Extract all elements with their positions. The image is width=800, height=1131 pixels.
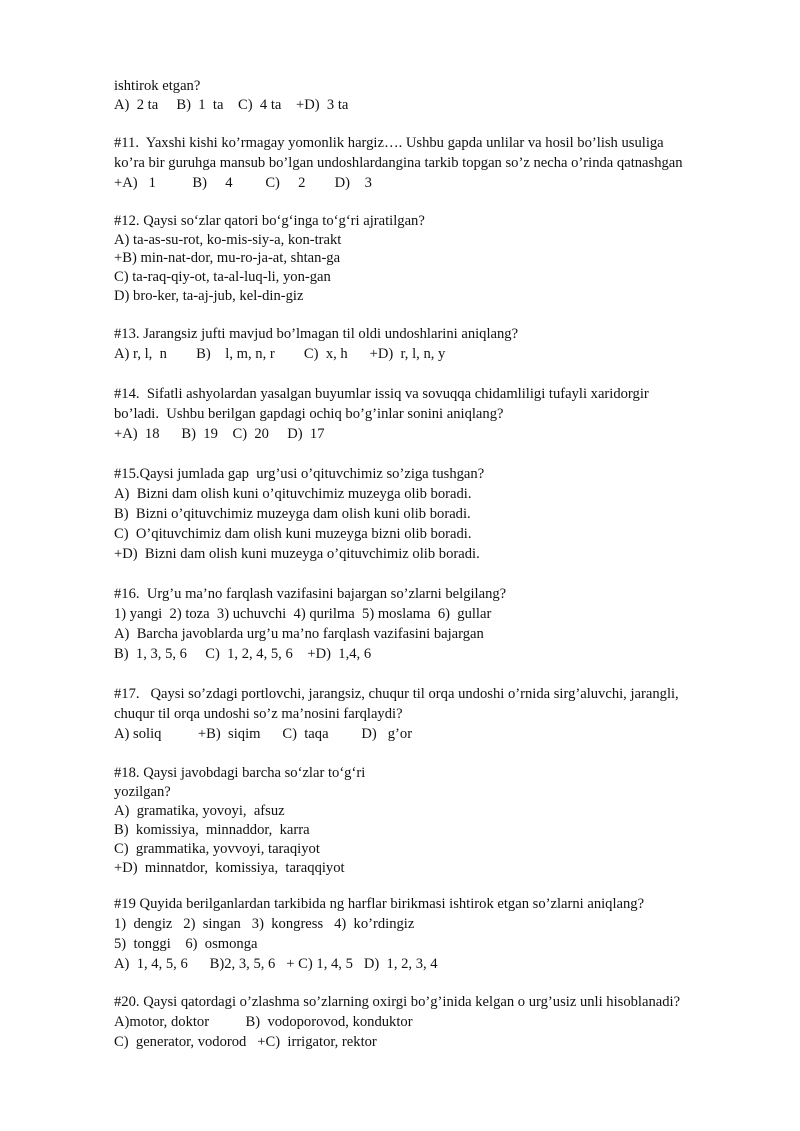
q12-option-a: A) ta-as-su-rot, ko-mis-siy-a, kon-trakt <box>114 232 342 248</box>
q15-option-a: A) Bizni dam olish kuni o’qituvchimiz muzeyga olib boradi. <box>114 486 472 502</box>
q18-option-a: A) gramatika, yovoyi, afsuz <box>114 803 285 819</box>
q19-word-list-1: 1) dengiz 2) singan 3) kongress 4) ko’rdingiz <box>114 916 415 932</box>
q20-stem: #20. Qaysi qatordagi o’zlashma so’zlarning oxirgi bo’g’inida kelgan o urg’usiz unli hisoblanadi? <box>114 994 681 1010</box>
q18-option-d: +D) minnatdor, komissiya, taraqqiyot <box>114 860 345 876</box>
q16-word-list: 1) yangi 2) toza 3) uchuvchi 4) qurilma 5) moslama 6) gullar <box>114 606 492 622</box>
q18-option-b: B) komissiya, minnaddor, karra <box>114 822 310 838</box>
q17-stem-line2: chuqur til orqa undoshi so’z ma’nosini farqlaydi? <box>114 706 403 722</box>
q19-stem: #19 Quyida berilganlardan tarkibida ng harflar birikmasi ishtirok etgan so’zlarni aniqlang? <box>114 896 645 912</box>
q12-option-c: C) ta-raq-qiy-ot, ta-al-luq-li, yon-gan <box>114 269 331 285</box>
q18-stem-line2: yozilgan? <box>114 784 171 800</box>
q15-option-b: B) Bizni o’qituvchimiz muzeyga dam olish kuni olib boradi. <box>114 506 471 522</box>
q17-answers: A) soliq +B) siqim C) taqa D) g’or <box>114 726 413 742</box>
q16-option-a: A) Barcha javoblarda urg’u ma’no farqlash vazifasini bajargan <box>114 626 484 642</box>
q11-stem-line1: #11. Yaxshi kishi ko’rmagay yomonlik hargiz…. Ushbu gapda unlilar va hosil bo’lish usuliga <box>114 135 664 151</box>
q19-word-list-2: 5) tonggi 6) osmonga <box>114 936 258 952</box>
q10-stem-end: ishtirok etgan? <box>114 78 201 94</box>
q15-option-c: C) O’qituvchimiz dam olish kuni muzeyga bizni olib boradi. <box>114 526 472 542</box>
q20-options-ab: A)motor, doktor B) vodoporovod, konduktor <box>114 1014 413 1030</box>
q18-stem-line1: #18. Qaysi javobdagi barcha so‘zlar to‘g‘ri <box>114 765 366 781</box>
q10-answers: A) 2 ta B) 1 ta C) 4 ta +D) 3 ta <box>114 97 349 113</box>
q14-stem-line1: #14. Sifatli ashyolardan yasalgan buyumlar issiq va sovuqqa chidamliligi tufayli xaridorgir <box>114 386 649 402</box>
q12-stem: #12. Qaysi so‘zlar qatori bo‘g‘inga to‘g‘ri ajratilgan? <box>114 213 425 229</box>
q15-option-d: +D) Bizni dam olish kuni muzeyga o’qituvchimiz olib boradi. <box>114 546 480 562</box>
q13-answers: A) r, l, n B) l, m, n, r C) x, h +D) r, l, n, y <box>114 346 446 362</box>
q12-option-d: D) bro-ker, ta-aj-jub, kel-din-giz <box>114 288 304 304</box>
q20-options-cd: C) generator, vodorod +C) irrigator, rektor <box>114 1034 377 1050</box>
q11-answers: +A) 1 B) 4 C) 2 D) 3 <box>114 175 372 191</box>
q18-option-c: C) grammatika, yovvoyi, taraqiyot <box>114 841 320 857</box>
q14-answers: +A) 18 B) 19 C) 20 D) 17 <box>114 426 325 442</box>
q12-option-b: +B) min-nat-dor, mu-ro-ja-at, shtan-ga <box>114 250 341 266</box>
q17-stem-line1: #17. Qaysi so’zdagi portlovchi, jarangsiz, chuqur til orqa undoshi o’rnida sirg’aluvchi, jarangli, <box>114 686 679 702</box>
q16-options-bcd: B) 1, 3, 5, 6 C) 1, 2, 4, 5, 6 +D) 1,4, 6 <box>114 646 372 662</box>
q14-stem-line2: bo’ladi. Ushbu berilgan gapdagi ochiq bo’g’inlar sonini aniqlang? <box>114 406 504 422</box>
q15-stem: #15.Qaysi jumlada gap urg’usi o’qituvchimiz so’ziga tushgan? <box>114 466 485 482</box>
q19-answers: A) 1, 4, 5, 6 B)2, 3, 5, 6 + C) 1, 4, 5 D) 1, 2, 3, 4 <box>114 956 438 972</box>
q11-stem-line2: ko’ra bir guruhga mansub bo’lgan undoshlardangina tarkib topgan so’z necha o’rinda qatnashgan <box>114 155 683 171</box>
q16-stem: #16. Urg’u ma’no farqlash vazifasini bajargan so’zlarni belgilang? <box>114 586 507 602</box>
q13-stem: #13. Jarangsiz jufti mavjud bo’lmagan til oldi undoshlarini aniqlang? <box>114 326 519 342</box>
